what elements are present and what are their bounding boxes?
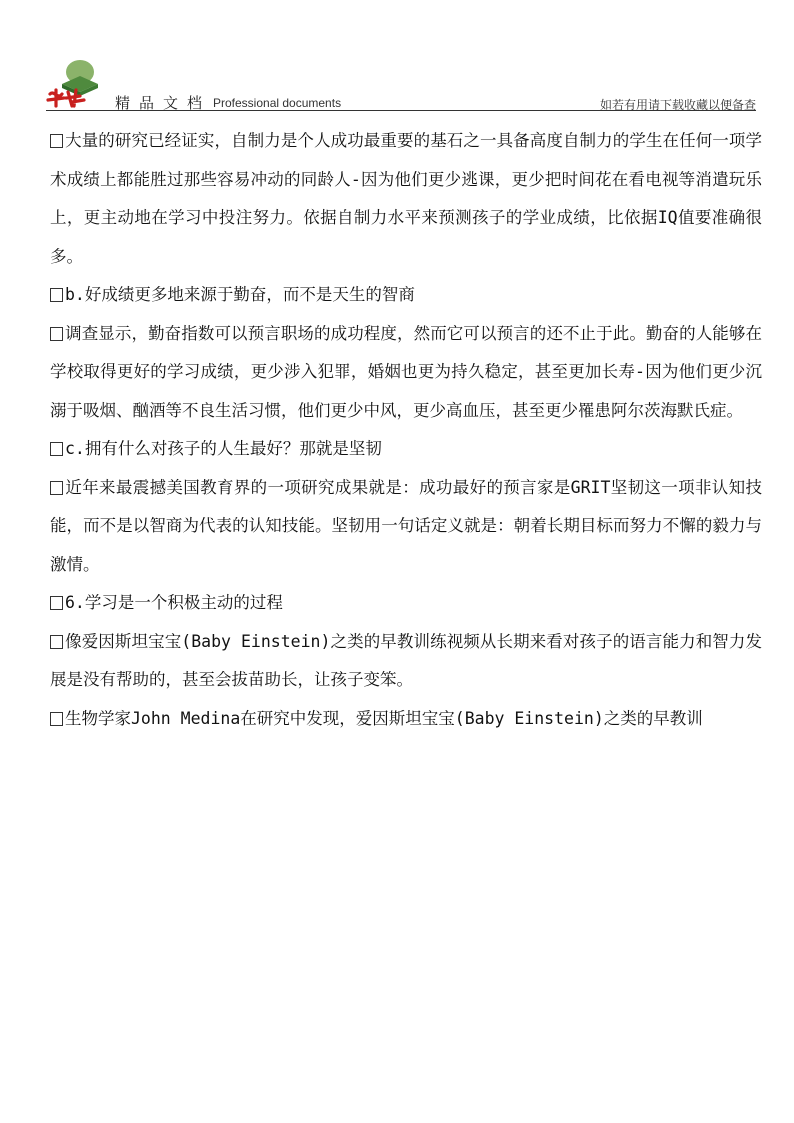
paragraph-text: 6.学习是一个积极主动的过程 (65, 593, 283, 612)
bullet-box-icon (50, 712, 63, 726)
header-subtitle: Professional documents (213, 96, 342, 110)
paragraph-text: c.拥有什么对孩子的人生最好？那就是坚韧 (65, 439, 382, 458)
paragraph-text: b.好成绩更多地来源于勤奋，而不是天生的智商 (65, 285, 415, 304)
bullet-box-icon (50, 635, 63, 649)
bullet-box-icon (50, 134, 63, 148)
document-body (50, 122, 762, 738)
heading-active-learning (50, 584, 762, 623)
bullet-box-icon (50, 442, 63, 456)
paragraph-grit (50, 469, 762, 585)
paragraph-text: 调查显示，勤奋指数可以预言职场的成功程度，然而它可以预言的还不止于此。勤奋的人能够在学校取得更好的学习成绩，更少涉入犯罪，婚姻也更为持久稳定，甚至更加长寿-因为他们更少沉溺于吸烟、酗酒等不良生活习惯，他们更少中风，更少高血压，甚至更少罹患阿尔茨海默氏症。 (50, 323, 762, 420)
bullet-box-icon (50, 327, 63, 341)
paragraph-text: 像爱因斯坦宝宝(Baby Einstein)之类的早教训练视频从长期来看对孩子的语言能力和智力发展是没有帮助的，甚至会拔苗助长，让孩子变笨。 (50, 631, 762, 689)
paragraph-diligence (50, 315, 762, 431)
knowledge-logo (46, 54, 104, 110)
paragraph-self-control (50, 122, 762, 276)
header-divider (46, 110, 756, 111)
header-note: 如若有用请下载收藏以便备查 (599, 98, 756, 112)
page-header (0, 0, 794, 112)
bullet-box-icon (50, 596, 63, 610)
paragraph-medina (50, 700, 762, 739)
heading-grit (50, 430, 762, 469)
header-title: 精品文档 (115, 94, 212, 112)
bullet-box-icon (50, 288, 63, 302)
paragraph-text: 生物学家John Medina在研究中发现，爱因斯坦宝宝(Baby Einstein)之类的早教训 (65, 708, 703, 728)
paragraph-text: 近年来最震撼美国教育界的一项研究成果就是：成功最好的预言家是GRIT坚韧这一项非认知技能，而不是以智商为代表的认知技能。坚韧用一句话定义就是：朝着长期目标而努力不懈的毅力与激情。 (50, 477, 762, 574)
bullet-box-icon (50, 481, 63, 495)
paragraph-baby-einstein (50, 623, 762, 700)
heading-diligence (50, 276, 762, 315)
paragraph-text: 大量的研究已经证实，自制力是个人成功最重要的基石之一具备高度自制力的学生在任何一项学术成绩上都能胜过那些容易冲动的同龄人-因为他们更少逃课，更少把时间花在看电视等消遣玩乐上，更主动地在学习中投注努力。依据自制力水平来预测孩子的学业成绩，比依据IQ值要准确很多。 (50, 131, 762, 266)
